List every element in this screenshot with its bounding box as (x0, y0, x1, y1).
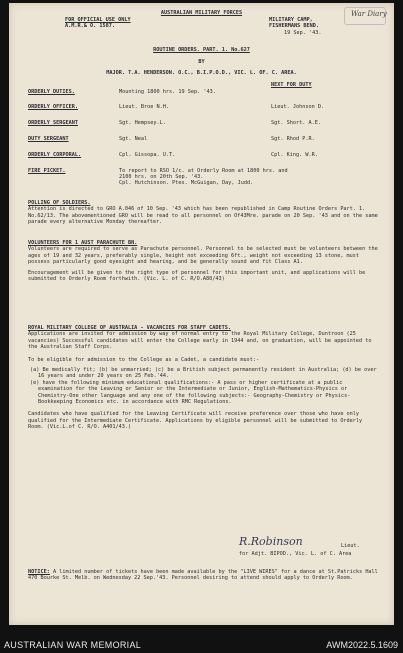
signature-rank: Lieut. (341, 543, 360, 549)
section-body: Attention is directed to GRO A.046 of 10 Sep. '43 which has been republished in Camp Routine Orders Part. 1. No.62/13. The abovementioned GRO will be read to all personnel on Of43Mre. parade on 20 Sep. '43 and on the same parade every alternative Monday thereafter. (28, 206, 378, 226)
regulation-ref: A.M.R.& O. 1587. (65, 23, 115, 29)
commander-line: MAJOR. T.A. HENDERSON. O.C., B.I.P.O.D., VIC. L. OF. C. AREA. (106, 70, 297, 76)
duty-next: Sgt. Short. A.E. (271, 120, 321, 126)
document-date: 19 Sep. '43. (284, 30, 322, 36)
archive-footer (0, 625, 403, 653)
archive-reference: AWM2022.5.1609 (326, 640, 398, 650)
fire-picket-line: To report to RSO 1/c. at Orderly Room at 1800 hrs. and (119, 168, 288, 174)
duty-value: Lieut. Broe N.H. (119, 104, 169, 110)
archive-name: AUSTRALIAN WAR MEMORIAL (4, 640, 142, 650)
duty-value: Sgt. Hempsey.L. (119, 120, 166, 126)
notice-heading: NOTICE: (28, 569, 50, 575)
section-heading: POLLING OF SOLDIERS. (28, 200, 91, 206)
duty-value: Sgt. Neal (119, 136, 148, 142)
section-body: Encouragement will be given to the right type of personnel for this important unit, and applications will be submitted to Orderly Room forthwith. (Vic. L. of C. R/O.A80/43) (28, 269, 366, 283)
duty-label: ORDERLY DUTIES. (28, 89, 75, 95)
next-for-duty-header: NEXT FOR DUTY (271, 82, 312, 88)
duty-value: Cpl. Gissopa. U.T. (119, 152, 176, 158)
duty-next: Sgt. Rhod P.R. (271, 136, 315, 142)
duty-next: Cpl. King. W.R. (271, 152, 318, 158)
location-line1: MILITARY CAMP, (269, 17, 313, 23)
routine-orders-title: ROUTINE ORDERS. PART. 1. No.627 (153, 47, 250, 53)
volunteers-section (28, 240, 378, 282)
rmc-section (28, 325, 378, 431)
handwritten-war-diary: War Diary (351, 10, 387, 18)
notice-body: A limited number of tickets have been made available by the "LIVE WIRES" for a dance at St.Patricks Hall 470 Bourke St. Melb. on Wednesday 22 Sep.'43. Personnel desiring to attend should apply to Orderly Room. (28, 569, 378, 582)
signature: R.Robinson (239, 535, 303, 548)
official-use-label: FOR OFFICIAL USE ONLY (65, 17, 131, 23)
section-heading: VOLUNTEERS FOR 1 AUST PARACHUTE BN. (28, 240, 138, 246)
location-line2: FISHERMANS BEND. (269, 23, 319, 29)
section-heading: ROYAL MILITARY COLLEGE OF AUSTRALIA - VACANCIES FOR STAFF CADETS. (28, 325, 232, 331)
fire-picket-line: Cpl. Hutchinson. Ptes. McGuigan, Day, Judd. (119, 180, 254, 186)
section-body: Volunteers are required to serve as Parachute personnel. Personnel to be selected must be volunteers between the ages of 19 and 32 years, preferably single, height not exceeding 6ft., weight not exceeding 13 stone, must possess particularly good eyesight and hearing, and be generally sound and fit Class A1. (28, 246, 378, 266)
fire-picket-label: FIRE PICKET. (28, 168, 66, 174)
eligibility-intro: To be eligible for admission to the College as a Cadet, a candidate must:- (28, 356, 260, 363)
by-label: BY (198, 59, 205, 65)
eligibility-item: (a) Be medically fit; (b) be unmarried; (c) be a British subject permanently resident in Australia; (d) be over 16 years and under 20 years on 25 Feb.'44. (30, 367, 377, 380)
signature-line: for Adjt. BIPOD., Vic. L. of C. Area (239, 551, 352, 557)
notice-section (28, 569, 378, 582)
duty-label: DUTY SERGEANT (28, 136, 69, 142)
fire-picket-line: 2100 hrs. on 20th Sep. '43. (119, 174, 204, 180)
duty-label: ORDERLY OFFICER. (28, 104, 78, 110)
polling-section (28, 200, 378, 226)
eligibility-item: (e) have the following minimum educational qualifications:- A pass or higher certificate at a public examination for the Leaving or Senior or the Intermediate or Junior, English-Mathematics-Physics or Chemistry-One other language and any one of the following subjects:- Geography-Chemistry or Physics-Bookkeeping Economics etc. in accordance with RMC Regulations. (30, 379, 351, 406)
duty-next: Lieut. Johnson D. (271, 104, 325, 110)
section-body: Applications are invited for admission by way of normal entry to the Royal Military College, Duntroon (25 vacancies) Successful candidates will enter the College early in 1944 and, on graduation, will be appointed to the Australian Staff Corps. (28, 331, 372, 351)
candidates-paragraph: Candidates who have qualified for the Leaving Certificate will receive preference over those who have only qualified for the Intermediate Certificate. Applications by eligible personnel will be submitted to Orderly Room. (Vic.L.of C. R/O. A401/43.) (28, 411, 363, 431)
duty-label: ORDERLY CORPORAL. (28, 152, 82, 158)
organisation-heading: AUSTRALIAN MILITARY FORCES (160, 10, 243, 16)
duty-label: ORDERLY SERGEANT (28, 120, 78, 126)
duty-value: Mounting 1800 hrs. 19 Sep. '43. (119, 89, 216, 95)
document-page (9, 3, 394, 625)
